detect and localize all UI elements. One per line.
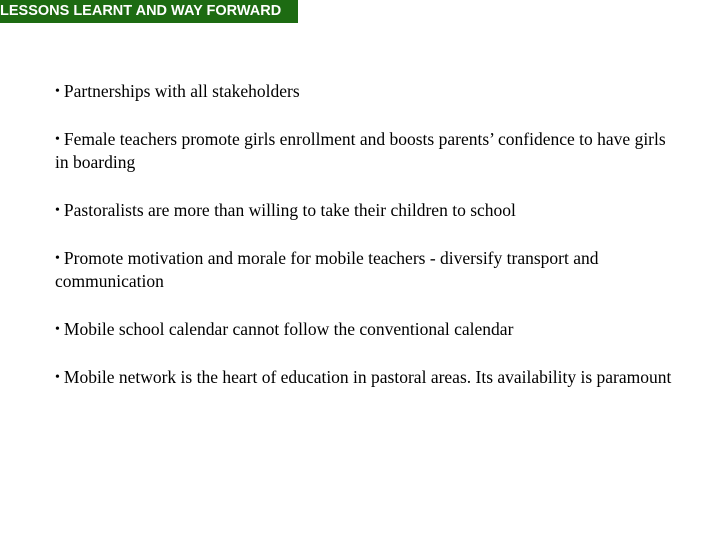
bullet-icon: • [55, 370, 60, 385]
bullet-text: Mobile network is the heart of education in pastoral areas. Its availability is paramount [63, 367, 672, 387]
bullet-icon: • [55, 203, 60, 218]
list-item [55, 199, 675, 222]
bullet-icon: • [55, 84, 60, 99]
bullet-text: Pastoralists are more than willing to take their children to school [63, 200, 516, 220]
bullet-text: Partnerships with all stakeholders [63, 81, 300, 101]
list-item [55, 366, 675, 389]
bullet-text: Promote motivation and morale for mobile teachers - diversify transport and communication [55, 248, 599, 291]
bullet-text: Mobile school calendar cannot follow the conventional calendar [63, 319, 514, 339]
bullet-text: Female teachers promote girls enrollment and boosts parents’ confidence to have girls in boarding [55, 129, 666, 172]
slide-title: LESSONS LEARNT AND WAY FORWARD [0, 0, 298, 23]
list-item [55, 128, 675, 174]
list-item [55, 318, 675, 341]
bullet-icon: • [55, 322, 60, 337]
list-item [55, 80, 675, 103]
bullet-icon: • [55, 132, 60, 147]
list-item [55, 247, 675, 293]
bullet-icon: • [55, 251, 60, 266]
bullet-list [55, 80, 675, 414]
